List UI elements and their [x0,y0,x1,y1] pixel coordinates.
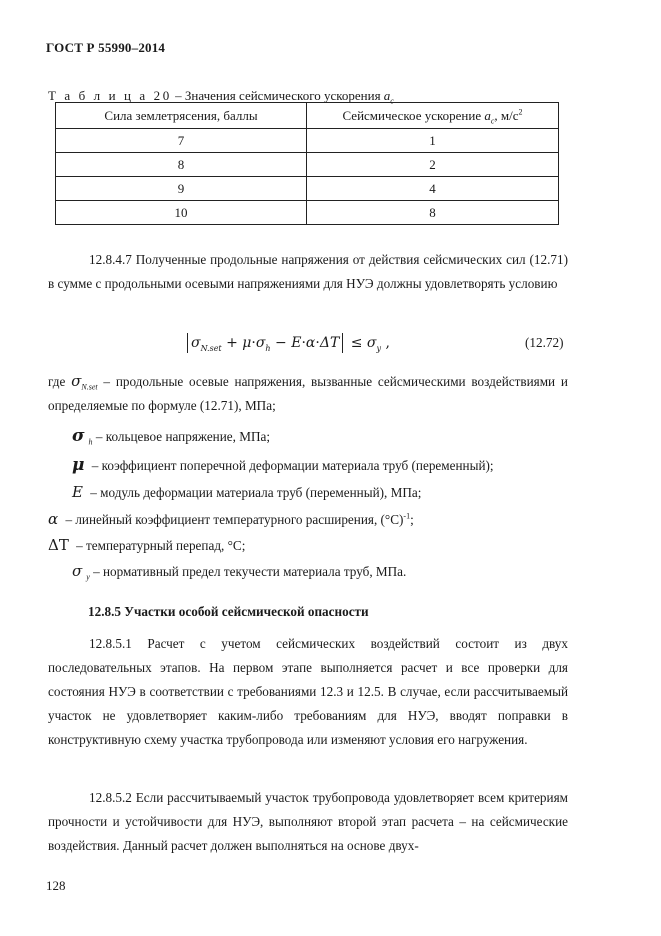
definition-mu: μ – коэффициент поперечной деформации материала труб (переменный); [72,455,494,475]
table-cell: 2 [307,153,559,177]
table-cell: 8 [56,153,307,177]
paragraph-12-8-5-2: 12.8.5.2 Если рассчитываемый участок трубопровода удовлетворяет всем критериям прочности и устойчивости для НУЭ, выполняют второй этап расчета – на сейсмические воздействия. Данный расчет должен выполняться на основе двух- [48,790,568,853]
table-caption-text: – Значения сейсмического ускорения [171,88,384,103]
definition-sigma-h: σ $_h$ – кольцевое напряжение, МПа; [72,426,271,447]
table-row [56,201,559,225]
table-cell: 8 [307,201,559,225]
table-header-row [56,103,559,129]
definition-delta-t: ΔT – температурный перепад, °С; [48,536,246,554]
definition-alpha: α – линейный коэффициент температурного расширения, $(^\circ С)^{-1}$; [48,510,414,528]
definition-e: E – модуль деформации материала труб (переменный), МПа; [72,483,422,501]
column-header-seismic-acceleration: Сейсмическое ускорение $a_c$, $м/с^2$ [307,103,559,129]
table-cell: 9 [56,177,307,201]
table-cell: 7 [56,129,307,153]
table-cell: 1 [307,129,559,153]
section-title-12-8-5: 12.8.5 Участки особой сейсмической опасности [88,604,369,619]
definition-sigma-y: σ $_y$ – нормативный предел текучести материала труб, МПа. [72,562,407,582]
table-caption-symbol: a [383,88,391,103]
table-cell: 4 [307,177,559,201]
formula-number: (12.72) [525,335,564,350]
column-header-earthquake-intensity: Сила землетрясения, баллы [56,103,307,129]
table-row [56,177,559,201]
definition-sigma-nset: где $\sigma_{N.set}$ – продольные осевые напряжения, вызванные сейсмическими воздействиями и определяемые по формуле (12.71), МПа; [48,372,568,413]
paragraph-12-8-4-7: 12.8.4.7 Полученные продольные напряжения от действия сейсмических сил (12.71) в сумме с продольными осевыми напряжениями для НУЭ должны удовлетворять условию [48,252,568,291]
table-caption-label: Т а б л и ц а 20 [48,88,172,103]
formula-12-72: $\sigma_{N.set} + \mu\cdot\sigma_h - E\cdot\alpha\cdot\Delta T \le \sigma_y$ , [184,333,390,353]
seismic-acceleration-table [55,102,559,225]
table-caption-symbol-sub: c [390,96,394,106]
paragraph-12-8-5-1: 12.8.5.1 Расчет с учетом сейсмических воздействий состоит из двух последовательных этапов. На первом этапе выполняется расчет и все проверки для состояния НУЭ в соответствии с требованиями 12.3 и 12.5. В случае, если рассчитываемый участок не удовлетворяет каким-либо требованиям для НУЭ, вводят поправки в конструктивную схему участка трубопровода или изменяют условия его нагружения. [48,636,568,747]
page-number: 128 [46,878,66,893]
table-cell: 10 [56,201,307,225]
table-row [56,153,559,177]
table-row [56,129,559,153]
standard-code-header: ГОСТ Р 55990–2014 [46,40,166,55]
